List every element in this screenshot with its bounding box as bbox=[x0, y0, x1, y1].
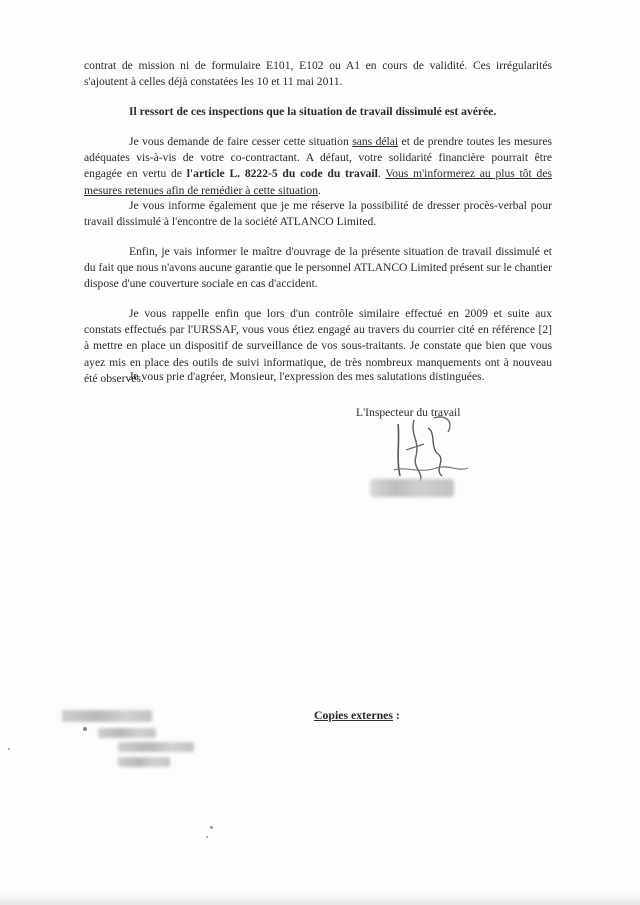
redacted-internal-copy-line bbox=[118, 757, 170, 767]
list-bullet bbox=[83, 727, 87, 731]
scan-speck bbox=[210, 826, 213, 829]
demand-article-reference: l'article L. 8222-5 du code du travail bbox=[186, 167, 378, 181]
external-copies-heading: Copies externes : bbox=[314, 708, 400, 722]
demand-text-4: . bbox=[318, 183, 321, 197]
demand-text-3: . bbox=[377, 167, 386, 181]
handwritten-signature bbox=[376, 410, 476, 490]
paragraph-salutations: Je vous prie d'agréer, Monsieur, l'expression des mes salutations distinguées. bbox=[129, 370, 485, 383]
paragraph-inform: Je vous informe également que je me réserve la possibilité de dresser procès-verbal pour travail dissimulé à l'encontre de la société ATLANCO Limited. bbox=[84, 199, 552, 229]
signature-title: L'Inspecteur du travail bbox=[356, 406, 461, 419]
paragraph-continued: contrat de mission ni de formulaire E101, E102 ou A1 en cours de validité. Ces irrégularités s'ajoutent à celles déjà constatées les 10 et 11 mai 2011. bbox=[84, 59, 552, 89]
scan-edge-shadow bbox=[0, 893, 640, 905]
paragraph-enfin: Enfin, je vais informer le maître d'ouvrage de la présente situation de travail dissimulé et du fait que nous n'avons aucune garantie que le personnel ATLANCO Limited présent sur le chantier dispose d'une couverture sociale en cas d'accident. bbox=[84, 245, 552, 291]
paragraph-demand bbox=[84, 134, 552, 199]
redacted-internal-copies-label bbox=[62, 710, 152, 722]
paragraph-rappel: Je vous rappelle enfin que lors d'un contrôle similaire effectué en 2009 et suite aux constats effectués par l'URSSAF, vous vous étiez engagé au travers du courrier cité en référence [2] à mettre en place un dispositif de surveillance de vos sous-traitants. Je constate que bien que vous ayez mis en place des outils de suivi informatique, de très nombreux manquements ont à nouveau été observés. bbox=[84, 307, 552, 385]
external-copies-label: Copies externes bbox=[314, 708, 393, 722]
demand-text-1: Je vous demande de faire cesser cette situation bbox=[129, 135, 353, 148]
demand-underline-inform: Vous m'informerez au plus tôt des mesures retenues afin de remédier à cette situation bbox=[84, 167, 552, 197]
redacted-signatory-name bbox=[370, 479, 454, 497]
scan-speck bbox=[206, 836, 208, 838]
demand-text-2: et de prendre toutes les mesures adéquates vis-à-vis de votre co-contractant. A défaut, votre solidarité financière pourrait être engagée en vertu de bbox=[84, 135, 552, 181]
paragraph-conclusion: Il ressort de ces inspections que la situation de travail dissimulé est avérée. bbox=[129, 105, 497, 118]
redacted-internal-copy-line bbox=[118, 742, 194, 752]
demand-underline-delay: sans délai bbox=[352, 135, 399, 148]
scan-speck bbox=[8, 748, 10, 750]
redacted-internal-copy-line bbox=[98, 728, 156, 738]
